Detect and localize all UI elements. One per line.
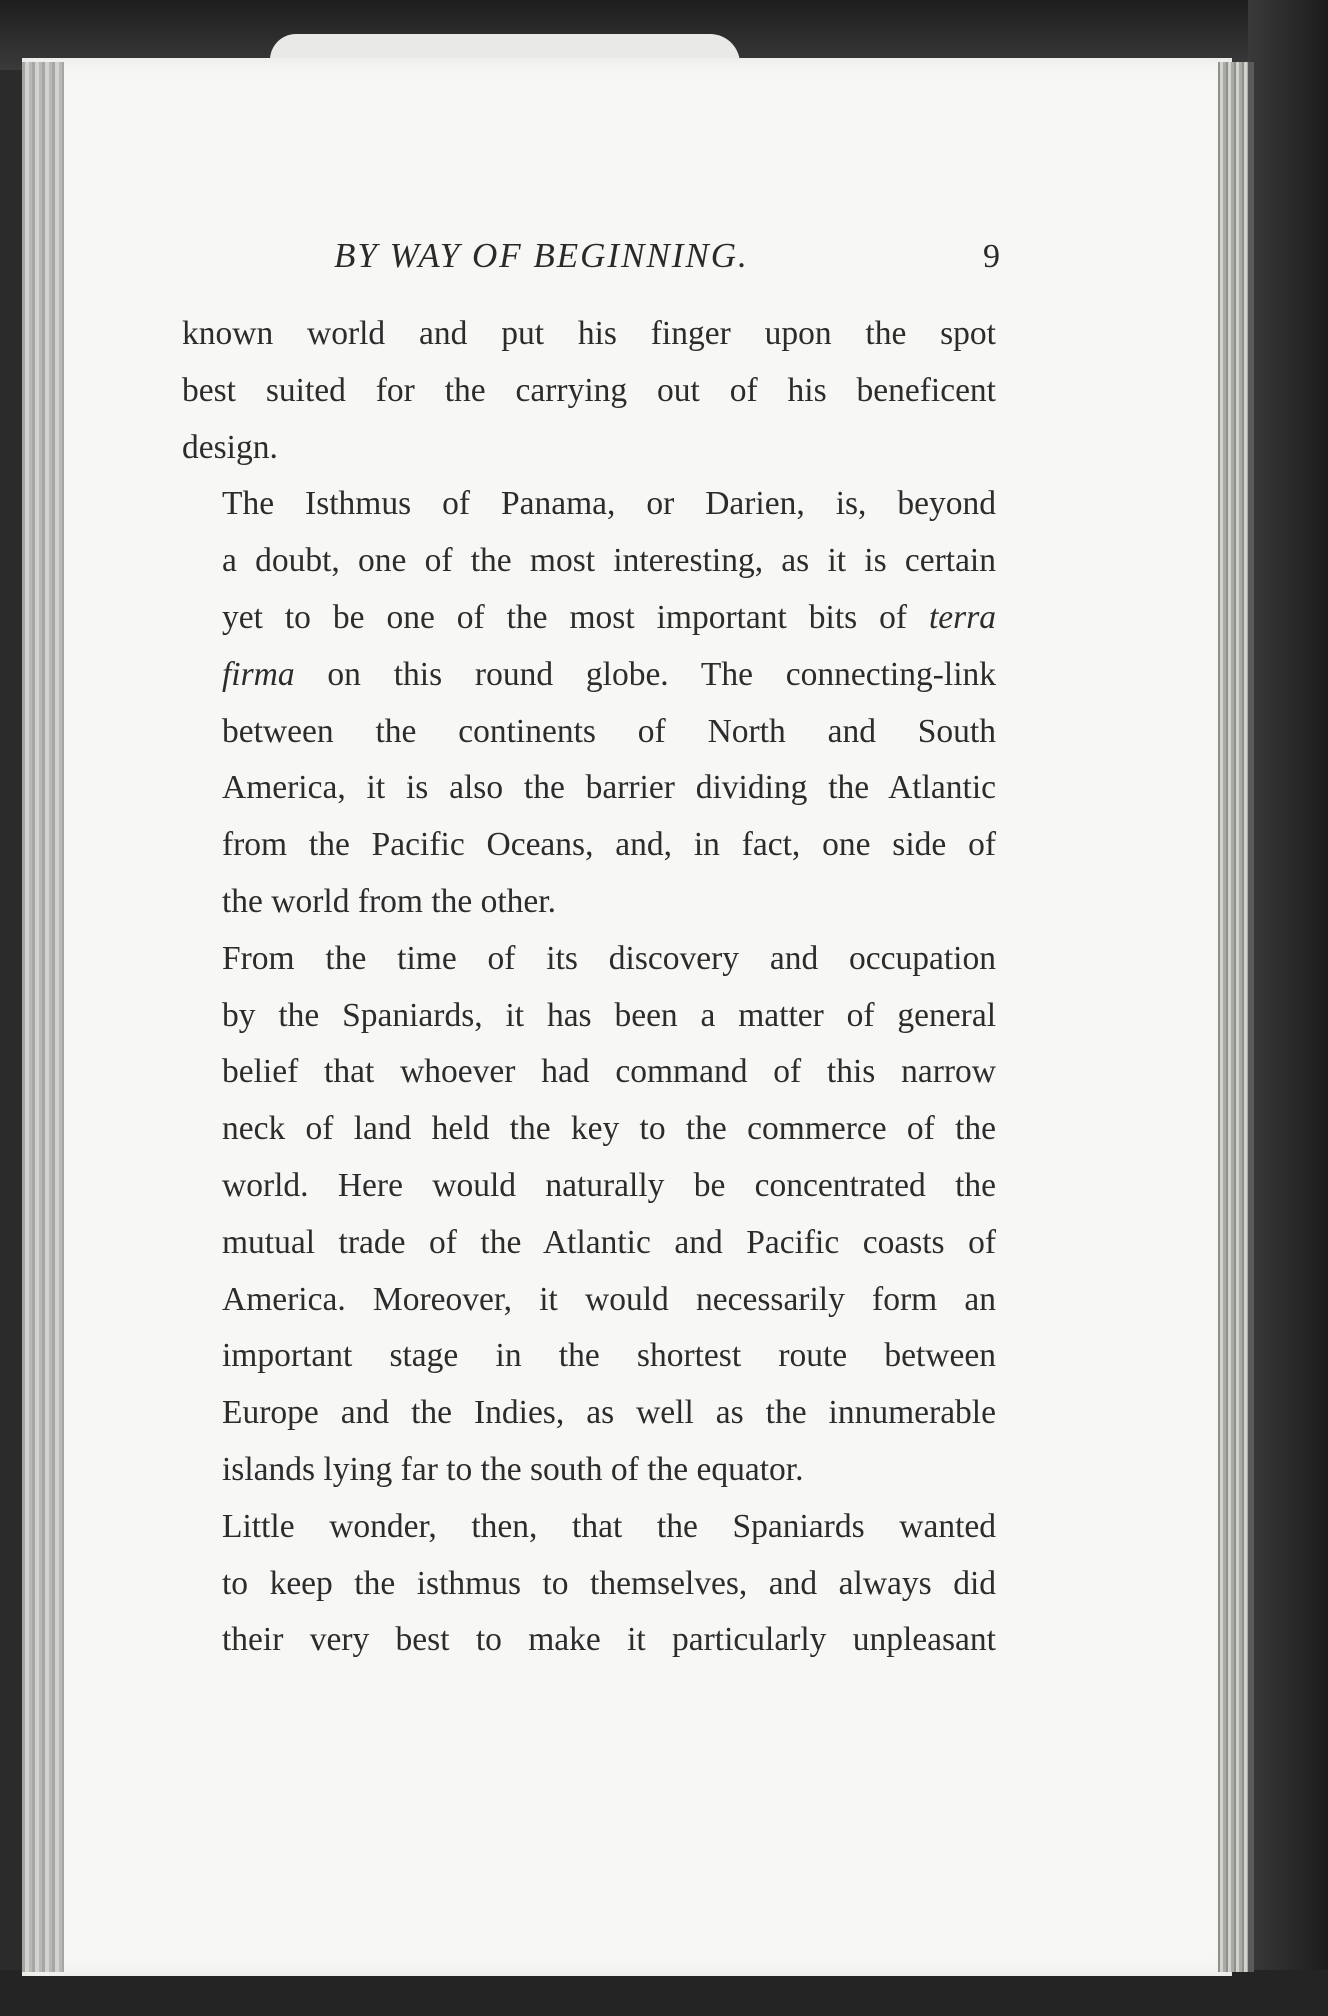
body-text [182,306,996,1669]
text-line: The Isthmus of Panama, or Darien, is, beyond [222,485,996,523]
text-line: Little wonder, then, that the Spaniards wanted [222,1507,996,1545]
text-line: best suited for the carrying out of his beneficent [182,371,996,409]
page-right-edge [1218,62,1248,1972]
text-line: design. [182,428,278,466]
text-line: world. Here would naturally be concentrated the [222,1166,996,1204]
text-line: belief that whoever had command of this narrow [222,1053,996,1091]
text-line: known world and put his finger upon the spot [182,315,996,352]
background-right [1248,0,1328,2016]
text-line [182,647,996,704]
text-line: from the Pacific Oceans, and, in fact, one side of [222,826,996,864]
paragraph [182,476,996,930]
page-right-shadow [1248,62,1254,1972]
running-title: BY WAY OF BEGINNING. [334,236,749,275]
italic-term: terra [929,598,996,636]
background-bottom [0,1970,1328,2016]
page-left-edge [22,62,64,1972]
text-line: between the continents of North and South [222,712,996,750]
text-line: mutual trade of the Atlantic and Pacific coasts of [222,1223,996,1261]
text-line: important stage in the shortest route between [222,1337,996,1375]
text-line: From the time of its discovery and occupation [222,939,996,977]
text-line: the world from the other. [222,882,556,920]
text-line: Europe and the Indies, as well as the innumerable [222,1394,996,1432]
text-line: a doubt, one of the most interesting, as it is certain [222,542,996,580]
italic-term: firma [222,655,295,693]
page-header [180,226,1000,286]
page-number: 9 [983,238,1000,275]
text-line: neck of land held the key to the commerce of the [222,1110,996,1148]
text-line: America, it is also the barrier dividing the Atlantic [222,769,996,807]
text-line [182,590,996,647]
text-line: by the Spaniards, it has been a matter of general [222,996,996,1034]
text-segment: on this round globe. The connecting-link [327,655,997,693]
paragraph [182,931,996,1499]
text-segment: yet to be one of the most important bits of [222,598,908,636]
text-line: America. Moreover, it would necessarily form an [222,1280,996,1318]
text-line: islands lying far to the south of the equator. [222,1450,804,1488]
paragraph [182,306,996,476]
text-line: their very best to make it particularly unpleasant [222,1621,996,1659]
paragraph [182,1499,996,1669]
text-line: to keep the isthmus to themselves, and always did [222,1564,996,1602]
